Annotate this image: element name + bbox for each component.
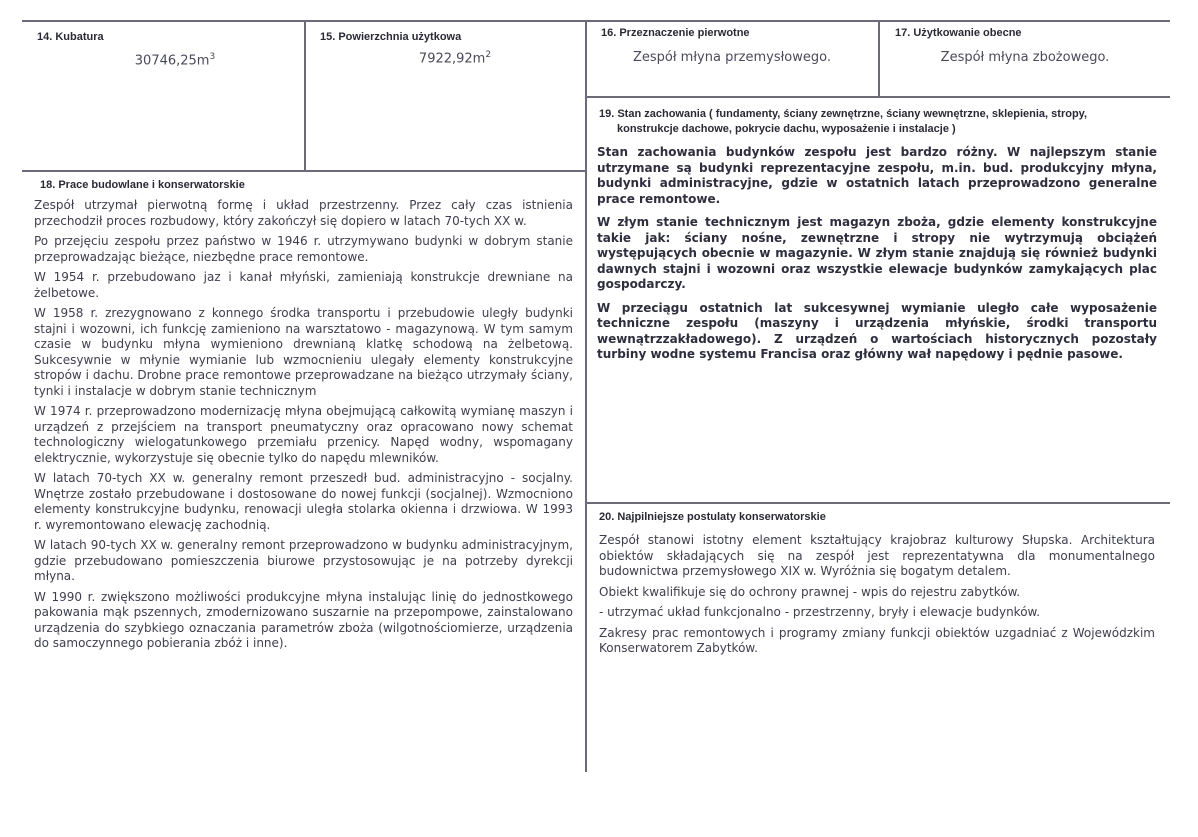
postulaty-text	[599, 533, 1155, 662]
box19-bottom	[586, 502, 1170, 504]
postulaty-paragraph: Zespół stanowi istotny element kształtujący krajobraz kulturowy Słupska. Architektura obiektów składających się na zespół jest reprezentatywna dla monumentalnego budownictwa przemysłowego XIX w. Wyróżnia się bogatym detalem.	[599, 533, 1155, 578]
prace-paragraph: W latach 90-tych XX w. generalny remont przeprowadzono w budynku administracyjnym, gdzie przebudowano pomieszczenia biurowe przystosowując je na potrzeby dyrekcji młyna.	[34, 538, 573, 583]
stan-text	[597, 145, 1157, 371]
uzytkowanie-heading: 17. Użytkowanie obecne	[895, 27, 1022, 39]
stan-heading-line1: 19. Stan zachowania ( fundamenty, ściany zewnętrzne, ściany wewnętrzne, sklepienia, stropy,	[599, 108, 1088, 120]
stan-heading-line2: konstrukcje dachowe, pokrycie dachu, wyposażenie i instalacje )	[617, 123, 956, 135]
uzytkowanie-value: Zespół młyna zbożowego.	[940, 50, 1110, 65]
prace-paragraph: W 1958 r. zrezygnowano z konnego środka transportu i przebudowie uległy budynki stajni i wozowni, ich funkcję zamieniono na warsztatowo - magazynową. W tym samym czasie w budynku młyna wymieniono drewnianą klatkę schodową na żelbetową. Sukcesywnie w młynie wymianie lub wzmocnieniu ulegały elementy konstrukcyjne stropów i dachu. Drobne prace remontowe przeprowadzane na bieżąco utrzymały ściany, tynki i instalacje w dobrym stanie technicznym	[34, 306, 573, 398]
box16-17-bottom	[586, 96, 1170, 98]
prace-paragraph: Po przejęciu zespołu przez państwo w 1946 r. utrzymywano budynki w dobrym stanie przeprowadzając bieżące, niezbędne prace remontowe.	[34, 234, 573, 264]
top-border	[22, 20, 1170, 22]
kubatura-value	[100, 52, 250, 68]
prace-paragraph: W latach 70-tych XX w. generalny remont przeszedł bud. administracyjno - socjalny. Wnętrze zostało przebudowane i dostosowane do nowej funkcji (socjalnej). Wzmocniono elementy konstrukcyjne budynku, renowacji uległa stolarka okienna i drzwiowa. W 1993 r. wyremontowano elewację zachodnią.	[34, 471, 573, 532]
postulaty-paragraph: Obiekt kwalifikuje się do ochrony prawnej - wpis do rejestru zabytków.	[599, 584, 1021, 599]
stan-paragraph: Stan zachowania budynków zespołu jest bardzo różny. W najlepszym stanie utrzymane są budynki reprezentacyjne zespołu, m.in. bud. produkcyjny młyna, budynki administracyjne, gdzie w ostatnich latach przeprowadzono generalne prace remontowe.	[597, 145, 1157, 206]
kubatura-heading: 14. Kubatura	[37, 31, 104, 43]
przeznaczenie-value: Zespół młyna przemysłowego.	[632, 50, 832, 65]
prace-heading: 18. Prace budowlane i konserwatorskie	[40, 179, 245, 191]
prace-paragraph: W 1974 r. przeprowadzono modernizację młyna obejmującą całkowitą wymianę maszyn i urządzeń z przejściem na transport pneumatyczny oraz opracowano nowy schemat technologiczny wielogatunkowego przemiału przenicy. Napęd wodny, wspomagany elektrycznie, wykorzystuje się obecnie tylko do napędu mlewników.	[34, 404, 573, 465]
postulaty-paragraph: Zakresy prac remontowych i programy zmiany funkcji obiektów uzgadniać z Wojewódzkim Konserwatorem Zabytków.	[599, 625, 1155, 655]
prace-paragraph: W 1954 r. przebudowano jaz i kanał młyński, zamieniają konstrukcje drewniane na żelbetowe.	[34, 270, 573, 300]
kubatura-exponent: 3	[209, 52, 216, 62]
prace-text	[34, 198, 573, 657]
postulaty-paragraph: - utrzymać układ funkcjonalno - przestrzenny, bryły i elewacje budynków.	[599, 605, 1041, 619]
powierzchnia-value	[380, 50, 530, 66]
prace-paragraph: W 1990 r. zwiększono możliwości produkcyjne młyna instalując linię do jednostkowego pakowania mąk pszennych, zmodernizowano suszarnie na przepompowe, zainstalowano urządzenia do szybkiego oznaczania parametrów zboża (wilgotnościomierze, urządzenia do samoczynnego pobierania zbóż i inne).	[34, 589, 573, 650]
prace-paragraph: Zespół utrzymał pierwotną formę i układ przestrzenny. Przez cały czas istnienia przechodził proces rozbudowy, który zakończył się dopiero w latach 70-tych XX w.	[34, 198, 573, 228]
powierzchnia-exponent: 2	[485, 50, 492, 60]
postulaty-heading: 20. Najpilniejsze postulaty konserwatorskie	[599, 511, 826, 523]
powierzchnia-heading: 15. Powierzchnia użytkowa	[320, 31, 462, 43]
powierzchnia-number: 7922,92m	[418, 51, 486, 67]
divider-14-15	[304, 20, 306, 171]
przeznaczenie-heading: 16. Przeznaczenie pierwotne	[601, 27, 750, 39]
main-vertical-divider	[585, 20, 587, 772]
stan-paragraph: W przeciągu ostatnich lat sukcesywnej wymianie uległo całe wyposażenie techniczne zespołu (maszyny i urządzenia młyńskie, środki transportu wewnątrzzakładowego). Z urządzeń o wartościach historycznych pozostały turbiny wodne systemu Francisa oraz główny wał napędowy i pędnie pasowe.	[597, 300, 1157, 361]
box14-15-bottom	[22, 170, 586, 172]
stan-paragraph: W złym stanie technicznym jest magazyn zboża, gdzie elementy konstrukcyjne takie jak: ściany nośne, zewnętrzne i stropy nie wytrzymują obciążeń występujących obecnie w magazynie. W złym stanie znajdują się również budynki dawnych stajni i wozowni oraz wszystkie elewacje budynków zamykających plac gospodarczy.	[597, 215, 1157, 291]
kubatura-number: 30746,25m	[134, 53, 210, 69]
